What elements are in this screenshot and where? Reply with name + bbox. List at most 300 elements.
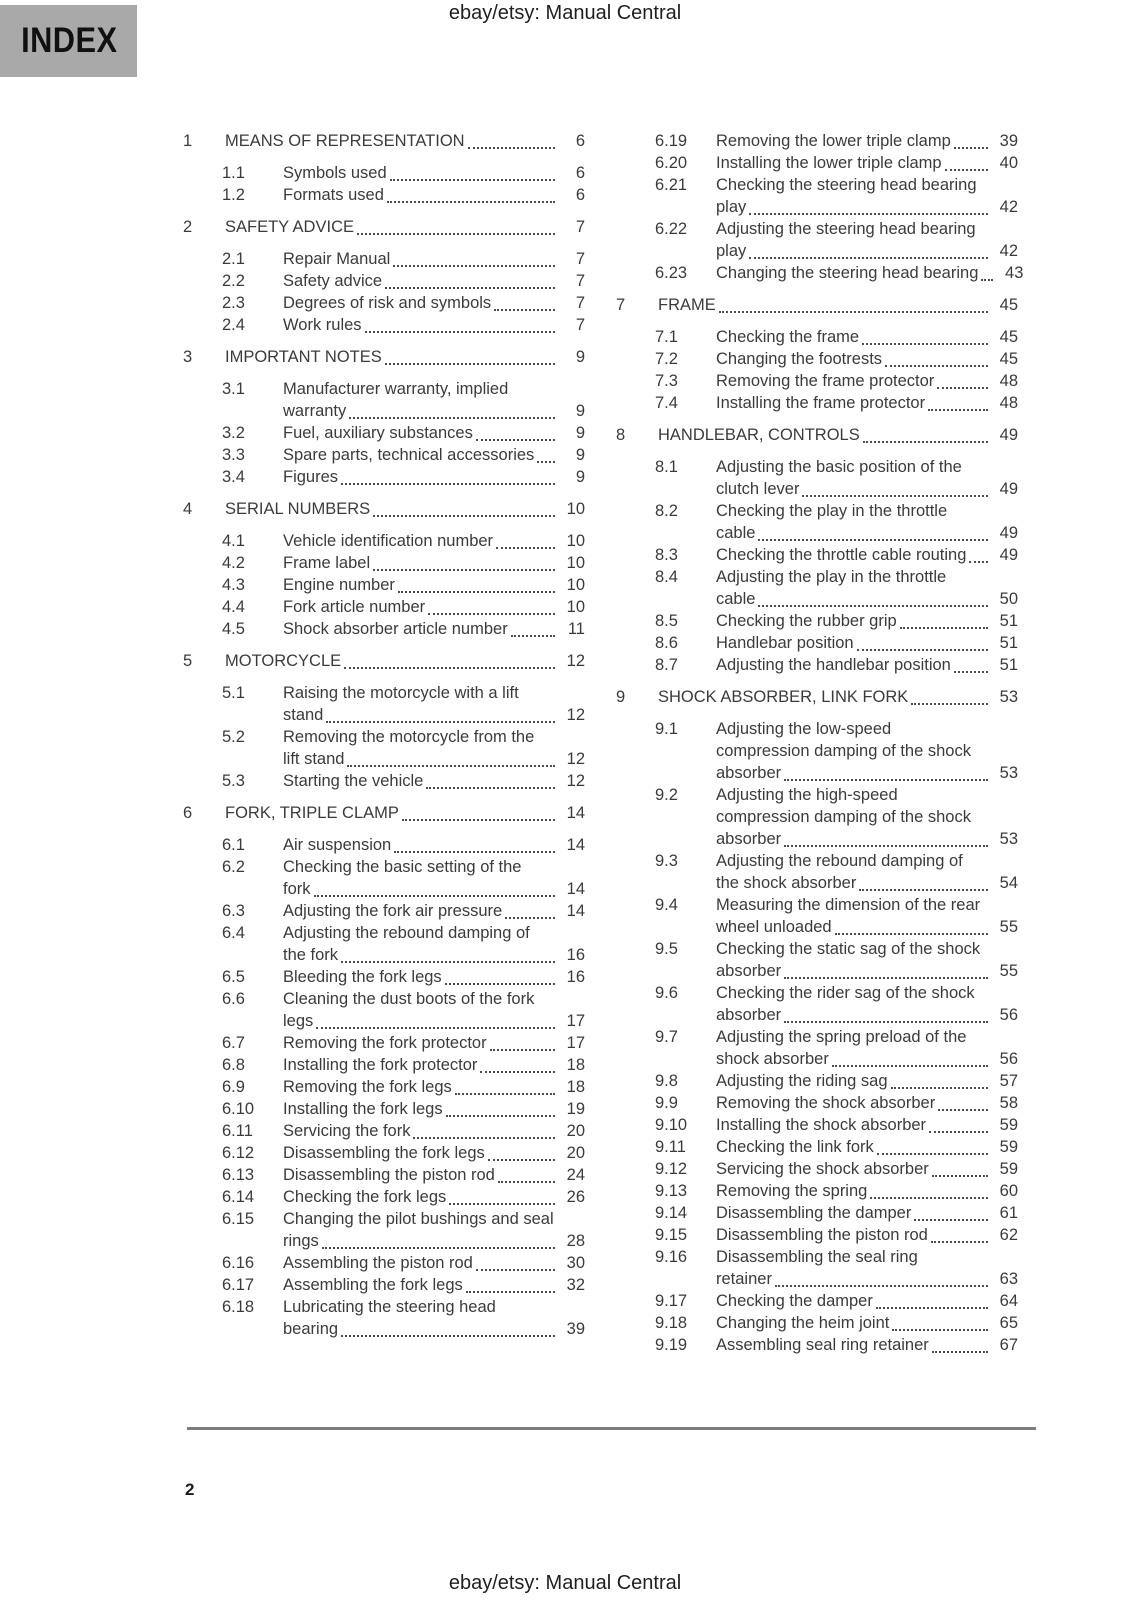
entry-number: 8.4 — [655, 568, 678, 586]
entry-number: 6 — [183, 804, 193, 822]
toc-entry — [616, 982, 1018, 1026]
entry-page: 10 — [566, 500, 585, 518]
entry-page: 49 — [999, 426, 1018, 444]
entry-page: 16 — [566, 946, 585, 964]
entry-number: 6.16 — [222, 1254, 255, 1272]
entry-page: 30 — [566, 1254, 585, 1272]
entry-page: 51 — [999, 656, 1018, 674]
entry-number: 6.17 — [222, 1276, 255, 1294]
toc-entry — [183, 248, 585, 270]
entry-page: 16 — [566, 968, 585, 986]
entry-title: Measuring the dimension of the rear — [716, 896, 981, 914]
entry-page: 40 — [999, 154, 1018, 172]
entry-title: wheel unloaded — [716, 918, 832, 936]
toc-entry — [183, 346, 585, 368]
entry-number: 7.2 — [655, 350, 678, 368]
entry-number: 6.20 — [655, 154, 688, 172]
entry-title: MOTORCYCLE — [225, 652, 342, 670]
toc-entry — [183, 216, 585, 238]
entry-title: retainer — [716, 1270, 772, 1288]
dot-leader — [914, 1202, 988, 1221]
entry-number: 5.1 — [222, 684, 245, 702]
toc-entry — [183, 422, 585, 444]
dot-leader — [316, 1010, 555, 1029]
entry-number: 6.14 — [222, 1188, 255, 1206]
entry-number: 9.7 — [655, 1028, 678, 1046]
entry-page: 6 — [575, 164, 585, 182]
entry-title: absorber — [716, 1006, 782, 1024]
entry-title: Checking the damper — [716, 1292, 873, 1310]
entry-title: SHOCK ABSORBER, LINK FORK — [658, 688, 909, 706]
toc-entry — [616, 294, 1018, 316]
entry-title: play — [716, 242, 747, 260]
entry-page: 51 — [999, 634, 1018, 652]
entry-page: 67 — [999, 1336, 1018, 1354]
dot-leader — [314, 878, 555, 897]
entry-title: Servicing the shock absorber — [716, 1160, 929, 1178]
entry-number: 7.3 — [655, 372, 678, 390]
entry-title: clutch lever — [716, 480, 800, 498]
entry-title: Checking the play in the throttle — [716, 502, 948, 520]
entry-title: legs — [283, 1012, 314, 1030]
entry-title: Removing the fork legs — [283, 1078, 452, 1096]
entry-title: Adjusting the handlebar position — [716, 656, 951, 674]
dot-leader — [426, 770, 555, 789]
entry-title: Checking the fork legs — [283, 1188, 447, 1206]
entry-number: 1.1 — [222, 164, 245, 182]
entry-title: Work rules — [283, 316, 362, 334]
entry-title: Changing the heim joint — [716, 1314, 890, 1332]
entry-number: 6.15 — [222, 1210, 255, 1228]
entry-title: cable — [716, 524, 756, 542]
entry-title: Symbols used — [283, 164, 387, 182]
toc-entry — [183, 682, 585, 726]
dot-leader — [870, 1180, 988, 1199]
toc-entry — [183, 1098, 585, 1120]
toc-entry — [616, 392, 1018, 414]
entry-title: rings — [283, 1232, 319, 1250]
entry-page: 45 — [999, 350, 1018, 368]
entry-title: Changing the footrests — [716, 350, 883, 368]
dot-leader — [784, 1004, 988, 1023]
entry-page: 59 — [999, 1160, 1018, 1178]
toc-entry — [183, 1142, 585, 1164]
entry-number: 8 — [616, 426, 626, 444]
entry-title: Removing the spring — [716, 1182, 868, 1200]
entry-title: HANDLEBAR, CONTROLS — [658, 426, 860, 444]
entry-page: 39 — [566, 1320, 585, 1338]
dot-leader — [488, 1142, 555, 1161]
entry-number: 9.9 — [655, 1094, 678, 1112]
entry-number: 4.3 — [222, 576, 245, 594]
dot-leader — [928, 392, 988, 411]
entry-page: 56 — [999, 1050, 1018, 1068]
entry-page: 6 — [575, 132, 585, 150]
entry-number: 6.7 — [222, 1034, 245, 1052]
entry-number: 3 — [183, 348, 193, 366]
dot-leader — [385, 346, 555, 365]
entry-number: 2.2 — [222, 272, 245, 290]
dot-leader — [341, 1318, 555, 1337]
dot-leader — [373, 552, 555, 571]
entry-page: 48 — [999, 372, 1018, 390]
entry-title: stand — [283, 706, 324, 724]
toc-entry — [616, 1158, 1018, 1180]
entry-page: 20 — [566, 1122, 585, 1140]
entry-title: Adjusting the rebound damping of — [716, 852, 963, 870]
toc-entry — [616, 1224, 1018, 1246]
entry-number: 6.18 — [222, 1298, 255, 1316]
dot-leader — [385, 270, 555, 289]
entry-title: FORK, TRIPLE CLAMP — [225, 804, 399, 822]
entry-title: Checking the frame — [716, 328, 860, 346]
entry-title: Checking the rubber grip — [716, 612, 897, 630]
entry-page: 51 — [999, 612, 1018, 630]
toc-entry — [183, 922, 585, 966]
entry-number: 6.10 — [222, 1100, 255, 1118]
entry-title: SAFETY ADVICE — [225, 218, 354, 236]
toc-entry — [183, 444, 585, 466]
entry-page: 10 — [566, 532, 585, 550]
entry-number: 6.4 — [222, 924, 245, 942]
entry-number: 7.4 — [655, 394, 678, 412]
toc-entry — [183, 530, 585, 552]
entry-page: 53 — [999, 688, 1018, 706]
entry-title: Air suspension — [283, 836, 392, 854]
entry-page: 43 — [1005, 264, 1024, 282]
toc-entry — [616, 456, 1018, 500]
entry-number: 3.4 — [222, 468, 245, 486]
toc-entry — [616, 1246, 1018, 1290]
toc-entry — [183, 184, 585, 206]
entry-page: 7 — [575, 272, 585, 290]
entry-page: 49 — [999, 546, 1018, 564]
entry-page: 7 — [575, 250, 585, 268]
toc-entry — [616, 500, 1018, 544]
dot-leader — [758, 522, 988, 541]
entry-number: 9.5 — [655, 940, 678, 958]
entry-title: Bleeding the fork legs — [283, 968, 442, 986]
toc-entry — [183, 802, 585, 824]
entry-title: Disassembling the damper — [716, 1204, 912, 1222]
entry-number: 9.11 — [655, 1138, 686, 1156]
entry-title: Installing the shock absorber — [716, 1116, 927, 1134]
dot-leader — [387, 184, 555, 203]
dot-leader — [784, 960, 988, 979]
entry-number: 5 — [183, 652, 193, 670]
entry-page: 62 — [999, 1226, 1018, 1244]
entry-title: cable — [716, 590, 756, 608]
toc-entry — [183, 466, 585, 488]
toc-entry — [616, 370, 1018, 392]
entry-title: Adjusting the steering head bearing — [716, 220, 976, 238]
dot-leader — [476, 422, 555, 441]
dot-leader — [402, 802, 555, 821]
dot-leader — [862, 326, 988, 345]
dot-leader — [938, 1092, 988, 1111]
entry-title: Changing the steering head bearing — [716, 264, 979, 282]
entry-number: 7 — [616, 296, 626, 314]
toc-entry — [616, 1202, 1018, 1224]
entry-number: 8.6 — [655, 634, 678, 652]
entry-title: play — [716, 198, 747, 216]
entry-number: 6.13 — [222, 1166, 255, 1184]
dot-leader — [784, 762, 988, 781]
toc-entry — [616, 566, 1018, 610]
entry-number: 6.1 — [222, 836, 245, 854]
entry-number: 2.4 — [222, 316, 245, 334]
entry-page: 55 — [999, 962, 1018, 980]
entry-page: 18 — [566, 1078, 585, 1096]
entry-page: 58 — [999, 1094, 1018, 1112]
dot-leader — [511, 618, 555, 637]
entry-title: Repair Manual — [283, 250, 391, 268]
entry-number: 4.5 — [222, 620, 245, 638]
entry-number: 6.6 — [222, 990, 245, 1008]
entry-page: 14 — [566, 902, 585, 920]
entry-page: 59 — [999, 1138, 1018, 1156]
dot-leader — [775, 1268, 988, 1287]
dot-leader — [476, 1252, 555, 1271]
toc-entry — [183, 552, 585, 574]
entry-page: 53 — [999, 830, 1018, 848]
entry-page: 64 — [999, 1292, 1018, 1310]
entry-title: Changing the pilot bushings and seal — [283, 1210, 554, 1228]
table-of-contents — [183, 130, 1024, 1356]
entry-number: 8.3 — [655, 546, 678, 564]
entry-title: Removing the lower triple clamp — [716, 132, 951, 150]
entry-title: compression damping of the shock — [716, 808, 971, 826]
entry-title: Installing the fork legs — [283, 1100, 443, 1118]
entry-number: 9.18 — [655, 1314, 688, 1332]
entry-page: 18 — [566, 1056, 585, 1074]
dot-leader — [802, 478, 988, 497]
dot-leader — [719, 294, 988, 313]
entry-number: 9.6 — [655, 984, 678, 1002]
entry-title: absorber — [716, 830, 782, 848]
toc-entry — [616, 1070, 1018, 1092]
entry-title: Formats used — [283, 186, 384, 204]
entry-title: Handlebar position — [716, 634, 854, 652]
dot-leader — [398, 574, 555, 593]
entry-page: 49 — [999, 524, 1018, 542]
toc-entry — [183, 650, 585, 672]
dot-leader — [891, 1070, 988, 1089]
entry-title: Disassembling the seal ring — [716, 1248, 918, 1266]
entry-page: 55 — [999, 918, 1018, 936]
toc-entry — [183, 1054, 585, 1076]
entry-title: Starting the vehicle — [283, 772, 424, 790]
dot-leader — [498, 1164, 555, 1183]
dot-leader — [455, 1076, 555, 1095]
entry-page: 59 — [999, 1116, 1018, 1134]
entry-title: Safety advice — [283, 272, 383, 290]
toc-entry — [616, 1312, 1018, 1334]
entry-page: 9 — [575, 468, 585, 486]
entry-title: Engine number — [283, 576, 395, 594]
entry-number: 5.2 — [222, 728, 245, 746]
footer-title: ebay/etsy: Manual Central — [448, 1572, 682, 1594]
toc-entry — [183, 966, 585, 988]
dot-leader — [445, 966, 555, 985]
dot-leader — [349, 400, 555, 419]
entry-number: 6.19 — [655, 132, 688, 150]
entry-number: 8.1 — [655, 458, 678, 476]
entry-number: 8.2 — [655, 502, 678, 520]
entry-title: absorber — [716, 764, 782, 782]
entry-number: 6.22 — [655, 220, 688, 238]
toc-entry — [183, 988, 585, 1032]
dot-leader — [885, 348, 988, 367]
entry-title: Cleaning the dust boots of the fork — [283, 990, 535, 1008]
toc-entry — [616, 130, 1018, 152]
toc-entry — [616, 632, 1018, 654]
toc-column-right — [616, 130, 1024, 1356]
entry-number: 9.19 — [655, 1336, 688, 1354]
dot-leader — [496, 530, 555, 549]
entry-title: Removing the shock absorber — [716, 1094, 936, 1112]
entry-title: Assembling the piston rod — [283, 1254, 473, 1272]
entry-title: Installing the fork protector — [283, 1056, 478, 1074]
entry-title: the shock absorber — [716, 874, 857, 892]
entry-page: 24 — [566, 1166, 585, 1184]
dot-leader — [466, 1274, 555, 1293]
toc-entry — [183, 1032, 585, 1054]
toc-entry — [183, 1296, 585, 1340]
toc-entry — [616, 850, 1018, 894]
toc-entry — [183, 498, 585, 520]
dot-leader — [945, 152, 988, 171]
entry-number: 9.1 — [655, 720, 678, 738]
dot-leader — [981, 262, 993, 281]
entry-page: 9 — [575, 424, 585, 442]
entry-title: shock absorber — [716, 1050, 829, 1068]
entry-title: Installing the frame protector — [716, 394, 926, 412]
entry-number: 7.1 — [655, 328, 678, 346]
entry-page: 61 — [999, 1204, 1018, 1222]
entry-title: Disassembling the fork legs — [283, 1144, 485, 1162]
toc-entry — [616, 610, 1018, 632]
entry-number: 6.3 — [222, 902, 245, 920]
dot-leader — [932, 1158, 988, 1177]
entry-page: 26 — [566, 1188, 585, 1206]
dot-leader — [784, 828, 988, 847]
entry-number: 2.3 — [222, 294, 245, 312]
entry-title: Assembling the fork legs — [283, 1276, 463, 1294]
page-number: 2 — [185, 1480, 195, 1499]
dot-leader — [931, 1224, 988, 1243]
entry-number: 3.1 — [222, 380, 245, 398]
entry-page: 12 — [566, 652, 585, 670]
entry-page: 32 — [566, 1276, 585, 1294]
entry-title: Adjusting the rebound damping of — [283, 924, 530, 942]
entry-number: 2.1 — [222, 250, 245, 268]
toc-entry — [616, 1136, 1018, 1158]
toc-entry — [183, 900, 585, 922]
toc-entry — [183, 856, 585, 900]
entry-number: 9.14 — [655, 1204, 688, 1222]
toc-entry — [616, 1114, 1018, 1136]
toc-entry — [183, 1164, 585, 1186]
entry-number: 9.13 — [655, 1182, 688, 1200]
entry-title: lift stand — [283, 750, 345, 768]
entry-page: 63 — [999, 1270, 1018, 1288]
entry-number: 4 — [183, 500, 193, 518]
dot-leader — [929, 1114, 988, 1133]
entry-number: 3.3 — [222, 446, 245, 464]
entry-title: FRAME — [658, 296, 716, 314]
dot-leader — [413, 1120, 555, 1139]
entry-title: Adjusting the spring preload of the — [716, 1028, 967, 1046]
toc-entry — [616, 174, 1018, 218]
entry-title: Adjusting the fork air pressure — [283, 902, 503, 920]
entry-page: 28 — [566, 1232, 585, 1250]
dot-leader — [344, 650, 555, 669]
toc-entry — [183, 270, 585, 292]
toc-entry — [616, 1290, 1018, 1312]
dot-leader — [749, 240, 988, 259]
dot-leader — [428, 596, 555, 615]
entry-title: Checking the link fork — [716, 1138, 874, 1156]
entry-number: 9.8 — [655, 1072, 678, 1090]
toc-entry — [183, 292, 585, 314]
toc-entry — [616, 894, 1018, 938]
entry-page: 7 — [575, 294, 585, 312]
entry-number: 9.12 — [655, 1160, 688, 1178]
entry-page: 39 — [999, 132, 1018, 150]
entry-page: 50 — [999, 590, 1018, 608]
entry-page: 12 — [566, 772, 585, 790]
entry-number: 6.11 — [222, 1122, 253, 1140]
entry-title: Servicing the fork — [283, 1122, 411, 1140]
entry-title: Frame label — [283, 554, 371, 572]
entry-number: 6.9 — [222, 1078, 245, 1096]
entry-page: 7 — [575, 218, 585, 236]
toc-entry — [183, 1274, 585, 1296]
entry-number: 9 — [616, 688, 626, 706]
entry-title: Shock absorber article number — [283, 620, 508, 638]
entry-number: 6.5 — [222, 968, 245, 986]
footer-divider — [187, 1427, 1036, 1430]
toc-entry — [183, 1208, 585, 1252]
entry-page: 7 — [575, 316, 585, 334]
toc-entry — [183, 162, 585, 184]
toc-entry — [183, 770, 585, 792]
entry-title: Disassembling the piston rod — [716, 1226, 928, 1244]
toc-column-left — [183, 130, 585, 1356]
toc-entry — [616, 686, 1018, 708]
entry-number: 9.17 — [655, 1292, 688, 1310]
toc-entry — [616, 1092, 1018, 1114]
entry-number: 2 — [183, 218, 193, 236]
entry-title: compression damping of the shock — [716, 742, 971, 760]
toc-entry — [616, 654, 1018, 676]
entry-number: 6.12 — [222, 1144, 255, 1162]
entry-number: 5.3 — [222, 772, 245, 790]
entry-title: Adjusting the low-speed — [716, 720, 892, 738]
entry-number: 9.15 — [655, 1226, 688, 1244]
dot-leader — [835, 916, 988, 935]
toc-entry — [616, 1334, 1018, 1356]
entry-title: Removing the motorcycle from the — [283, 728, 535, 746]
entry-title: Manufacturer warranty, implied — [283, 380, 509, 398]
dot-leader — [480, 1054, 555, 1073]
dot-leader — [326, 704, 555, 723]
dot-leader — [892, 1312, 988, 1331]
dot-leader — [537, 444, 555, 463]
dot-leader — [490, 1032, 555, 1051]
dot-leader — [357, 216, 555, 235]
